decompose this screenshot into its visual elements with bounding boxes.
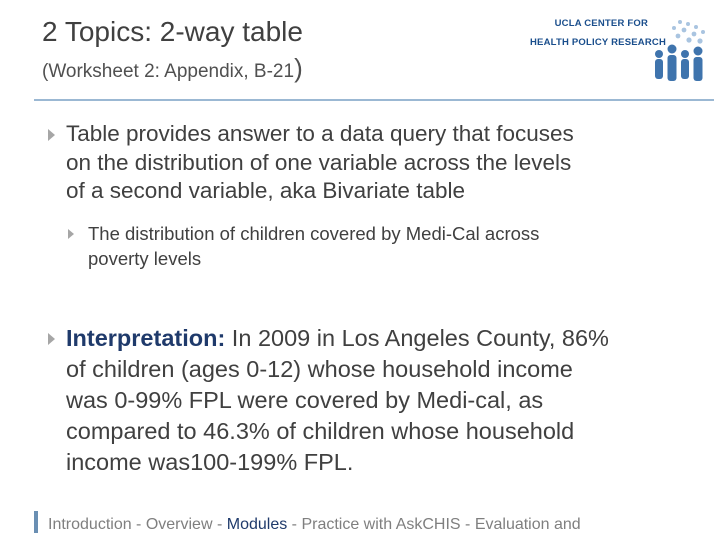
- bullet-2-line-1: [66, 323, 609, 354]
- bullet-2-line-5: income was100-199% FPL.: [66, 449, 354, 475]
- bullet-2-line-2: of children (ages 0-12) whose household income: [66, 356, 573, 382]
- bullet-2-line-4: compared to 46.3% of children whose household: [66, 418, 575, 444]
- logo-people-icon: [650, 18, 710, 88]
- bullet-1-marker: [48, 129, 55, 141]
- bullet-2-text: [66, 323, 609, 478]
- bullet-2-line-3: was 0-99% FPL were covered by Medi-cal, as: [66, 387, 544, 413]
- footer-nav-after: - Practice with AskCHIS - Evaluation and: [287, 516, 581, 533]
- sub-bullet-text: [88, 221, 539, 271]
- subtitle-text: (Worksheet 2: Appendix, B-21: [42, 61, 295, 82]
- slide-title-block: [42, 14, 303, 90]
- slide-subtitle: [42, 50, 303, 90]
- bullet-1-line-2: on the distribution of one variable across the levels: [66, 149, 572, 175]
- slide-title: 2 Topics: 2-way table: [42, 16, 303, 47]
- sub-bullet-marker: [68, 229, 74, 239]
- bullet-1-text: [66, 120, 574, 206]
- title-divider: [34, 99, 714, 101]
- sub-bullet-line-1: The distribution of children covered by Medi-Cal across: [88, 223, 540, 244]
- bullet-1-line-1: Table provides answer to a data query that focuses: [66, 121, 574, 146]
- footer-nav: [48, 515, 718, 535]
- subtitle-close-paren: ): [294, 53, 303, 83]
- bullet-2-marker: [48, 333, 55, 345]
- footer-marker: [34, 511, 38, 533]
- interpretation-label: Interpretation:: [66, 325, 226, 351]
- footer-nav-before: Introduction - Overview -: [48, 516, 227, 533]
- ucla-chpr-logo: [530, 8, 710, 88]
- logo-line-2: HEALTH POLICY RESEARCH: [530, 37, 667, 48]
- sub-bullet-line-2: poverty levels: [88, 248, 202, 269]
- bullet-2-line-1-rest: In 2009 in Los Angeles County, 86%: [225, 325, 609, 351]
- bullet-1-line-3: of a second variable, aka Bivariate table: [66, 178, 465, 203]
- logo-line-1: UCLA CENTER FOR: [554, 18, 648, 29]
- footer-nav-current: Modules: [226, 516, 288, 533]
